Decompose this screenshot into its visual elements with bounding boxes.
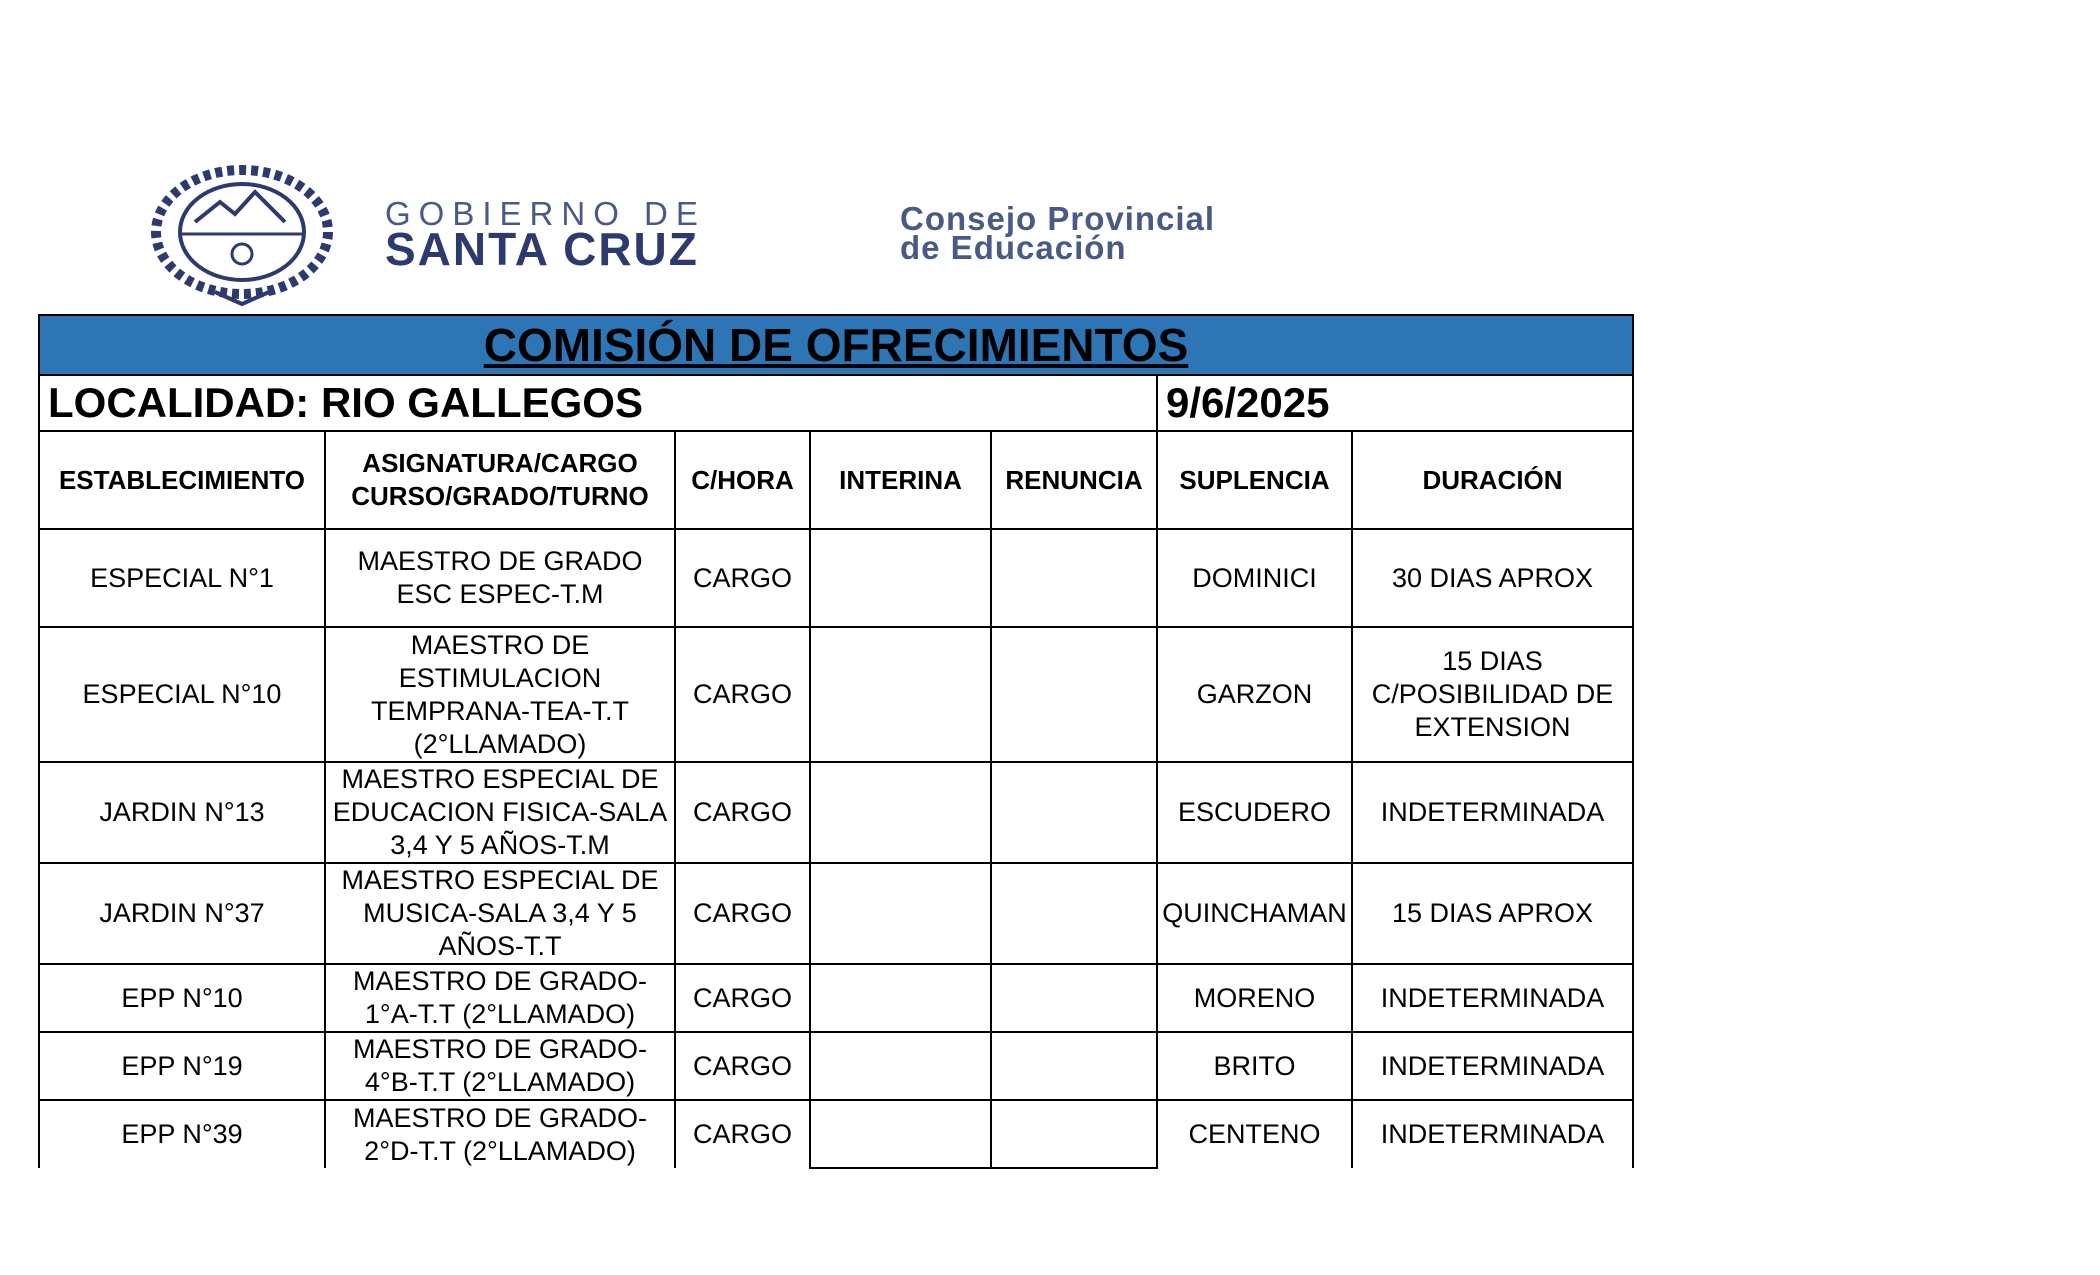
cell-chora: CARGO [675, 762, 810, 863]
santa-cruz-seal-icon [145, 162, 339, 308]
col-header-duracion: DURACIÓN [1352, 431, 1633, 529]
cell-asignatura: MAESTRO DE GRADO-1°A-T.T (2°LLAMADO) [325, 964, 675, 1032]
cell-asignatura: MAESTRO DE ESTIMULACION TEMPRANA-TEA-T.T (2°LLAMADO) [325, 627, 675, 762]
cell-duracion: 15 DIAS APROX [1352, 863, 1633, 964]
council-name-line2: de Educación [900, 229, 1127, 266]
cell-asignatura: MAESTRO DE GRADO-4°B-T.T (2°LLAMADO) [325, 1032, 675, 1100]
table-row [39, 863, 1633, 964]
cell-renuncia [991, 1032, 1157, 1100]
cell-chora: CARGO [675, 627, 810, 762]
table-row [39, 627, 1633, 762]
cell-renuncia [991, 627, 1157, 762]
cell-renuncia [991, 964, 1157, 1032]
cell-renuncia [991, 1100, 1157, 1168]
sheet-title: COMISIÓN DE OFRECIMIENTOS [39, 315, 1633, 375]
cell-interina [810, 863, 991, 964]
cell-duracion: INDETERMINADA [1352, 762, 1633, 863]
table-row [39, 964, 1633, 1032]
cell-duracion: 30 DIAS APROX [1352, 529, 1633, 627]
cell-asignatura: MAESTRO ESPECIAL DE EDUCACION FISICA-SALA 3,4 Y 5 AÑOS-T.M [325, 762, 675, 863]
logo-line-gobierno: GOBIERNO DE [385, 195, 706, 232]
council-name-line1: Consejo Provincial [900, 200, 1216, 237]
cell-duracion: INDETERMINADA [1352, 964, 1633, 1032]
title-row [39, 315, 1633, 375]
cell-establecimiento: EPP N°19 [39, 1032, 325, 1100]
table-row [39, 762, 1633, 863]
cell-asignatura: MAESTRO DE GRADO-2°D-T.T (2°LLAMADO) [325, 1100, 675, 1168]
logo-line-santa-cruz: SANTA CRUZ [385, 223, 699, 275]
col-header-chora: C/HORA [675, 431, 810, 529]
col-header-establecimiento: ESTABLECIMIENTO [39, 431, 325, 529]
locality-row [39, 375, 1633, 431]
col-header-renuncia: RENUNCIA [991, 431, 1157, 529]
cell-establecimiento: JARDIN N°37 [39, 863, 325, 964]
cell-chora: CARGO [675, 529, 810, 627]
cell-suplencia: GARZON [1157, 627, 1352, 762]
cell-interina [810, 762, 991, 863]
cell-suplencia: DOMINICI [1157, 529, 1352, 627]
cell-asignatura: MAESTRO DE GRADO ESC ESPEC-T.M [325, 529, 675, 627]
cell-chora: CARGO [675, 1032, 810, 1100]
cell-establecimiento: ESPECIAL N°1 [39, 529, 325, 627]
col-header-asignatura [325, 431, 675, 529]
date-label: 9/6/2025 [1157, 375, 1633, 431]
cell-chora: CARGO [675, 964, 810, 1032]
cell-suplencia: CENTENO [1157, 1100, 1352, 1168]
cell-establecimiento: EPP N°39 [39, 1100, 325, 1168]
cell-establecimiento: ESPECIAL N°10 [39, 627, 325, 762]
cell-suplencia: QUINCHAMAN [1157, 863, 1352, 964]
cell-interina [810, 1032, 991, 1100]
cell-suplencia: BRITO [1157, 1032, 1352, 1100]
locality-label: LOCALIDAD: RIO GALLEGOS [39, 375, 1157, 431]
cell-duracion: INDETERMINADA [1352, 1032, 1633, 1100]
table-row [39, 1100, 1633, 1168]
cell-interina [810, 964, 991, 1032]
col-header-interina: INTERINA [810, 431, 991, 529]
cell-renuncia [991, 762, 1157, 863]
cell-suplencia: ESCUDERO [1157, 762, 1352, 863]
cell-suplencia: MORENO [1157, 964, 1352, 1032]
cell-establecimiento: JARDIN N°13 [39, 762, 325, 863]
cell-duracion: 15 DIAS C/POSIBILIDAD DE EXTENSION [1352, 627, 1633, 762]
document-header [0, 0, 2100, 310]
col-header-suplencia: SUPLENCIA [1157, 431, 1352, 529]
column-header-row [39, 431, 1633, 529]
cell-interina [810, 627, 991, 762]
cell-asignatura: MAESTRO ESPECIAL DE MUSICA-SALA 3,4 Y 5 AÑOS-T.T [325, 863, 675, 964]
table-row [39, 1032, 1633, 1100]
cell-renuncia [991, 529, 1157, 627]
cell-interina [810, 1100, 991, 1168]
offers-table [38, 314, 1634, 1169]
cell-interina [810, 529, 991, 627]
col-header-asignatura-line1: ASIGNATURA/CARGO [362, 448, 638, 478]
cell-chora: CARGO [675, 1100, 810, 1168]
table-row [39, 529, 1633, 627]
cell-establecimiento: EPP N°10 [39, 964, 325, 1032]
cell-chora: CARGO [675, 863, 810, 964]
cell-renuncia [991, 863, 1157, 964]
cell-duracion: INDETERMINADA [1352, 1100, 1633, 1168]
col-header-asignatura-line2: CURSO/GRADO/TURNO [351, 481, 649, 511]
